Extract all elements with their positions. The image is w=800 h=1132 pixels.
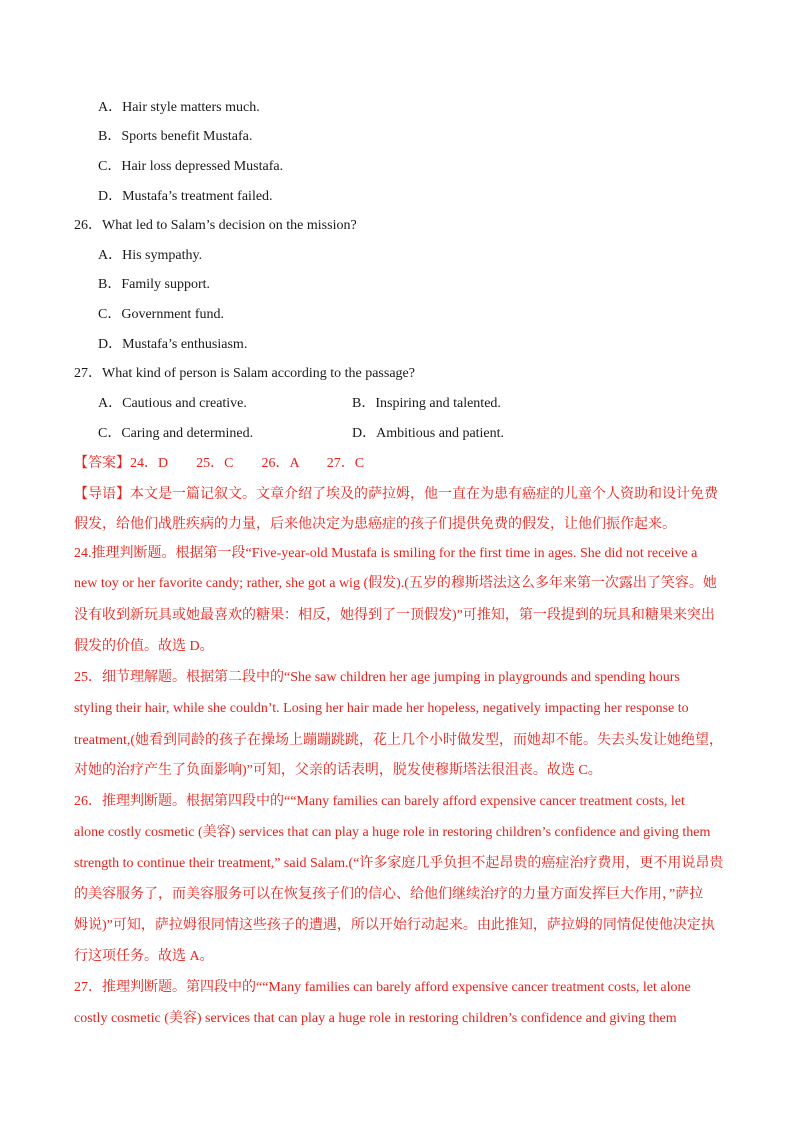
explanation-line: new toy or her favorite candy; rather, she got a wig (假发).(五岁的穆斯塔法这么多年来第一次露出了笑容。她 [74, 576, 717, 591]
q27-option-c: C．Caring and determined. [98, 426, 254, 441]
explanation-line: 姆说)”可知，萨拉姆很同情这些孩子的遭遇，所以开始行动起来。由此推知，萨拉姆的同情促使他决定执 [74, 918, 715, 933]
explanation-line: 26．推理判断题。根据第四段中的““Many families can barely afford expensive cancer treatment costs, let [74, 794, 685, 809]
q25-option-c: C．Hair loss depressed Mustafa. [98, 159, 284, 174]
q27-option-b: B．Inspiring and talented. [352, 396, 501, 411]
explanation-line: 假发的价值。故选 D。 [74, 639, 214, 654]
explanation-line: costly cosmetic (美容) services that can play a huge role in restoring children’s confidence and giving them [74, 1011, 677, 1026]
q26-option-a: A．His sympathy. [98, 248, 203, 263]
q25-option-d: D．Mustafa’s treatment failed. [98, 189, 273, 204]
explanation-line: treatment,(她看到同龄的孩子在操场上蹦蹦跳跳，花上几个小时做发型，而她却不能。失去头发让她绝望， [74, 733, 724, 748]
explanation-line: styling their hair, while she couldn’t. Losing her hair made her hopeless, negatively impacting her response to [74, 701, 689, 716]
explanation-line: 【导语】本文是一篇记叙文。文章介绍了埃及的萨拉姆，他一直在为患有癌症的儿童个人资助和设计免费 [74, 487, 718, 502]
q26-option-b: B．Family support. [98, 277, 211, 292]
explanation-line: 27．推理判断题。第四段中的““Many families can barely afford expensive cancer treatment costs, let alone [74, 980, 691, 995]
explanation-line: 假发，给他们战胜疾病的力量，后来他决定为患癌症的孩子们提供免费的假发，让他们振作起来。 [74, 517, 676, 532]
explanation-line: 没有收到新玩具或她最喜欢的糖果：相反，她得到了一顶假发)”可推知，第一段提到的玩具和糖果来突出 [74, 608, 715, 623]
q27-option-d: D．Ambitious and patient. [352, 426, 505, 441]
q25-option-b: B．Sports benefit Mustafa. [98, 129, 253, 144]
q27-question: 27．What kind of person is Salam according to the passage? [74, 366, 415, 381]
answer-key: 【答案】24．D 25．C 26．A 27．C [74, 456, 365, 471]
q26-question: 26．What led to Salam’s decision on the mission? [74, 218, 357, 233]
q27-option-a: A．Cautious and creative. [98, 396, 247, 411]
explanation-line: 25．细节理解题。根据第二段中的“She saw children her age jumping in playgrounds and spending hours [74, 670, 680, 685]
q26-option-c: C．Government fund. [98, 307, 224, 322]
explanation-line: 的美容服务了，而美容服务可以在恢复孩子们的信心、给他们继续治疗的力量方面发挥巨大作用，”萨拉 [74, 887, 704, 902]
q26-option-d: D．Mustafa’s enthusiasm. [98, 337, 248, 352]
explanation-line: 行这项任务。故选 A。 [74, 949, 214, 964]
q25-option-a: A．Hair style matters much. [98, 100, 260, 115]
explanation-line: strength to continue their treatment,” said Salam.(“许多家庭几乎负担不起昂贵的癌症治疗费用，更不用说昂贵 [74, 856, 724, 871]
explanation-line: 对她的治疗产生了负面影响)”可知，父亲的话表明，脱发使穆斯塔法很沮丧。故选 C。 [74, 763, 602, 778]
explanation-line: 24.推理判断题。根据第一段“Five-year-old Mustafa is smiling for the first time in ages. She did not receive a [74, 546, 698, 561]
explanation-line: alone costly cosmetic (美容) services that can play a huge role in restoring children’s confidence and giving them [74, 825, 711, 840]
